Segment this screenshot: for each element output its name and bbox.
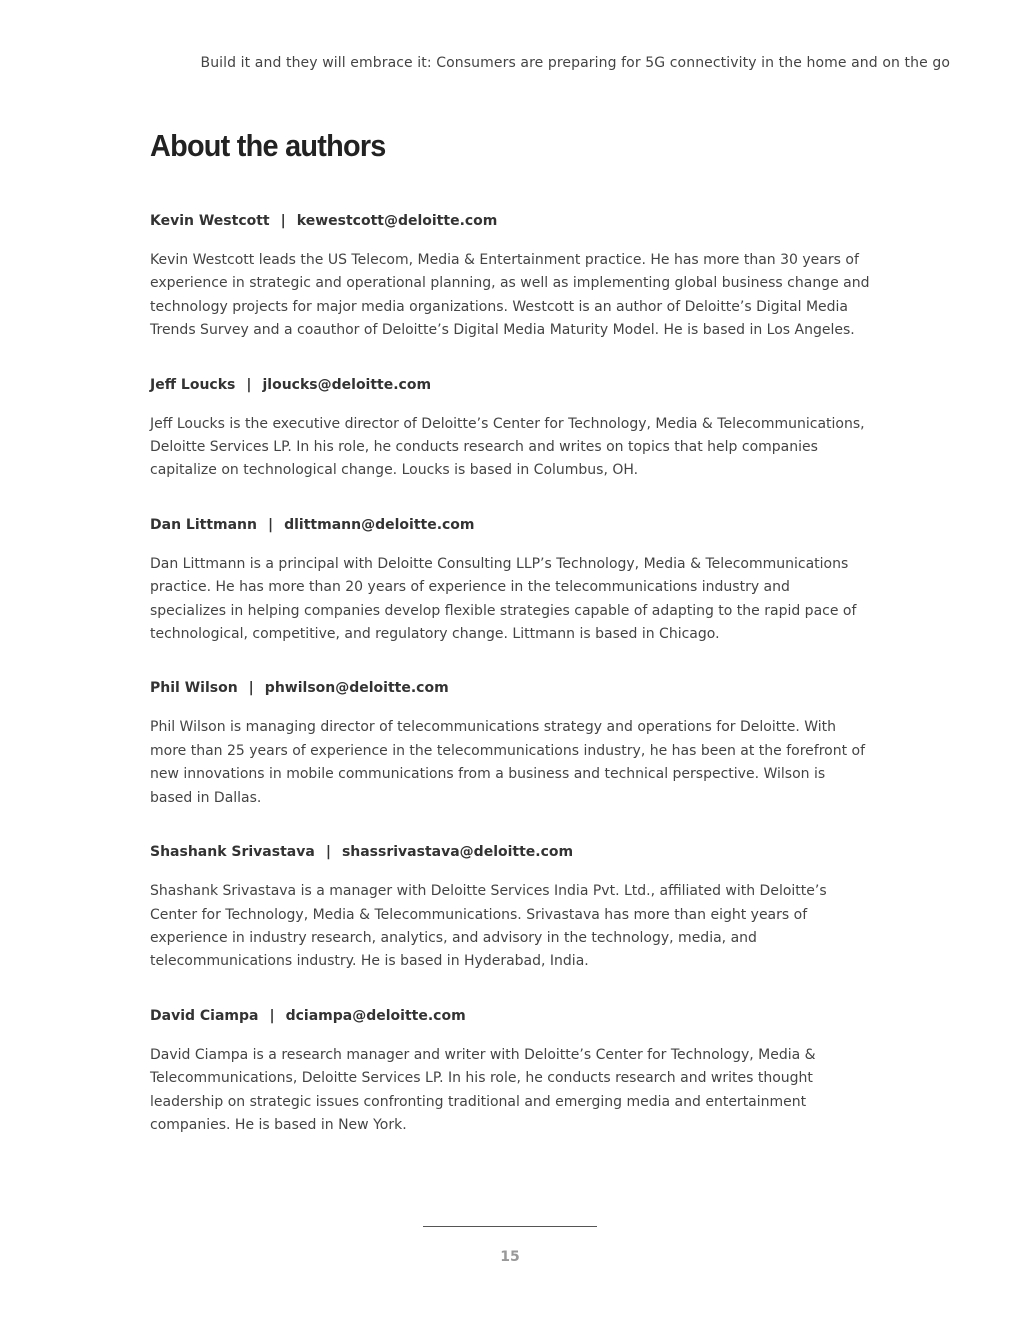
author-email: shassrivastava@deloitte.com	[341, 844, 574, 861]
author-email: dciampa@deloitte.com	[285, 1007, 466, 1024]
separator: |	[325, 844, 331, 861]
author-email: jloucks@deloitte.com	[262, 376, 432, 393]
author-name: Phil Wilson	[150, 680, 238, 697]
author-bio: Shashank Srivastava is a manager with Deloitte Services India Pvt. Ltd., affiliated with Deloitte’s Center for Technology, Media & Telecommunications. Srivastava has more than eight years of experience in industry research, analytics, and advisory in the technology, media, and telecommunications industry. He is based in Hyderabad, India.	[150, 883, 827, 970]
author-name: Kevin Westcott	[150, 213, 270, 229]
author-bio: Phil Wilson is managing director of telecommunications strategy and operations for Deloitte. With more than 25 years of experience in the telecommunications industry, he has been at the forefront of new innovations in mobile communications from a business and technical perspective. Wilson is based in Dallas.	[150, 719, 866, 806]
page-title: About the authors	[150, 128, 386, 163]
author-entry	[150, 841, 870, 974]
author-name: Jeff Loucks	[150, 376, 236, 393]
author-entry	[150, 514, 870, 647]
author-heading	[150, 210, 870, 232]
author-bio: Jeff Loucks is the executive director of Deloitte’s Center for Technology, Media & Telecommunications, Deloitte Services LP. In his role, he conducts research and writes on topics that help companies capitalize on technological change. Loucks is based in Columbus, OH.	[150, 415, 865, 479]
author-heading	[150, 514, 870, 536]
main-content	[150, 128, 870, 1168]
author-email: phwilson@deloitte.com	[264, 680, 449, 697]
author-email: dlittmann@deloitte.com	[284, 516, 475, 533]
author-heading	[150, 1005, 870, 1027]
author-entry	[150, 374, 870, 483]
separator: |	[248, 680, 254, 697]
author-bio: Dan Littmann is a principal with Deloitte Consulting LLP’s Technology, Media & Telecommunications practice. He has more than 20 years of experience in the telecommunications industry and specializes in helping companies develop flexible strategies capable of adapting to the rapid pace of technological, competitive, and regulatory change. Littmann is based in Chicago.	[150, 555, 857, 643]
author-heading	[150, 677, 870, 699]
footer-divider	[423, 1226, 597, 1227]
author-bio: David Ciampa is a research manager and writer with Deloitte’s Center for Technology, Media & Telecommunications, Deloitte Services LP. In his role, he conducts research and writes thought leadership on strategic issues confronting traditional and emerging media and entertainment companies. He is based in New York.	[150, 1046, 816, 1133]
author-entry	[150, 1005, 870, 1138]
author-email: kewestcott@deloitte.com	[296, 213, 498, 229]
page-number: 15	[500, 1249, 520, 1265]
author-heading	[150, 374, 870, 396]
author-entry	[150, 677, 870, 810]
separator: |	[267, 516, 274, 533]
author-bio: Kevin Westcott leads the US Telecom, Media & Entertainment practice. He has more than 30 years of experience in strategic and operational planning, as well as implementing global business change and technology projects for major media organizations. Westcott is an author of Deloitte’s Digital Media Trends Survey and a coauthor of Deloitte’s Digital Media Maturity Model. He is based in Los Angeles.	[150, 252, 870, 339]
author-entry	[150, 210, 870, 343]
running-header: Build it and they will embrace it: Consumers are preparing for 5G connectivity in the home and on the go	[200, 55, 950, 71]
author-heading	[150, 841, 870, 863]
author-name: David Ciampa	[150, 1007, 259, 1024]
separator: |	[246, 376, 252, 393]
author-list	[150, 210, 870, 1137]
separator: |	[269, 1007, 275, 1024]
author-name: Shashank Srivastava	[150, 844, 315, 861]
author-name: Dan Littmann	[150, 516, 257, 533]
separator: |	[280, 213, 286, 229]
